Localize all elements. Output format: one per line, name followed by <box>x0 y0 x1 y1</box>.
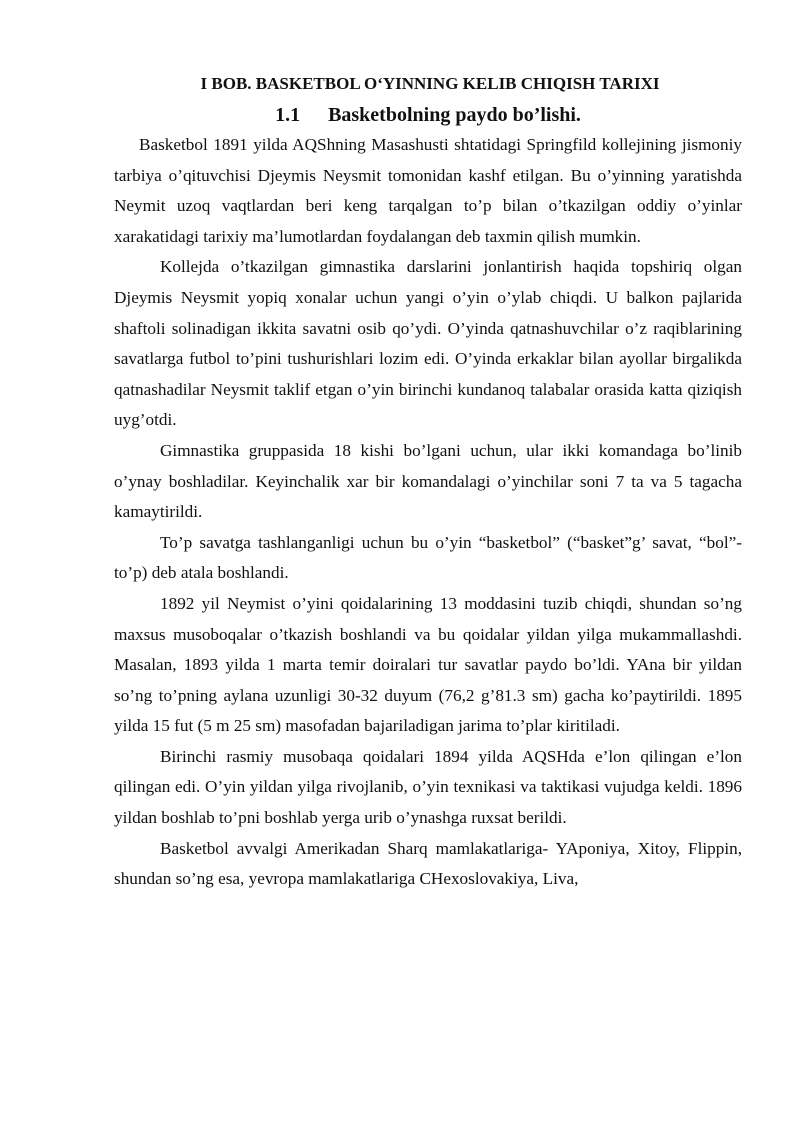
paragraph: Basketbol 1891 yilda AQShning Masashusti shtatidagi Springfild kollejining jismoniy tarbiya o’qituvchisi Djeymis Neysmit tomonidan kashf etilgan. Bu o’yinning yaratishda Neymit uzoq vaqtlardan beri keng tarqalgan to’p bilan o’tkazilgan oddiy o’yinlar xarakatidagi tarixiy ma’lumotlardan foydalangan deb taxmin qilish mumkin. <box>114 135 742 246</box>
chapter-title: I BOB. BASKETBOL O‘YINNING KELIB CHIQISH TARIXI <box>200 74 660 93</box>
paragraph: 1892 yil Neymist o’yini qoidalarining 13 moddasini tuzib chiqdi, shundan so’ng maxsus musoboqalar o’tkazish boshlandi va bu qoidalar yildan yilga mukammallashdi. Masalan, 1893 yilda 1 marta temir doiralari tur savatlar paydo bo’ldi. YAna bir yildan so’ng to’pning aylana uzunligi 30-32 duyum (76,2 g’81.3 sm) gacha ko’paytirildi. 1895 yilda 15 fut (5 m 25 sm) masofadan bajariladigan jarima to’plar kiritiladi. <box>114 593 742 736</box>
section-number: 1.1 <box>275 104 301 126</box>
section-heading <box>114 102 742 128</box>
paragraph: To’p savatga tashlanganligi uchun bu o’yin “basketbol” (“basket”g’ savat, “bol”-to’p) deb atala boshlandi. <box>114 532 742 583</box>
paragraph: Basketbol avvalgi Amerikadan Sharq mamlakatlariga- YAponiya, Xitoy, Flippin, shundan so’ng esa, yevropa mamlakatlariga CHexoslovakiya, Liva, <box>114 838 742 889</box>
section-title: Basketbolning paydo bo’lishi. <box>328 104 581 126</box>
paragraph: Kollejda o’tkazilgan gimnastika darslarini jonlantirish haqida topshiriq olgan Djeymis Neysmit yopiq xonalar uchun yangi o’yin o’ylab chiqdi. U balkon pajlarida shaftoli solinadigan ikkita savatni osib qo’ydi. O’yinda qatnashuvchilar o’z raqiblarining savatlarga futbol to’pini tushurishlari lozim edi. O’yinda erkaklar bilan ayollar birgalikda qatnashadilar Neysmit taklif etgan o’yin birinchi kundanoq talabalar orasida katta qiziqish uyg’otdi. <box>114 257 742 430</box>
paragraph: Birinchi rasmiy musobaqa qoidalari 1894 yilda AQSHda e’lon qilingan e’lon qilingan edi. O’yin yildan yilga rivojlanib, o’yin texnikasi va taktikasi vujudga keldi. 1896 yildan boshlab to’pni boshlab yerga urib o’ynashga ruxsat berildi. <box>114 746 742 828</box>
paragraph: Gimnastika gruppasida 18 kishi bo’lgani uchun, ular ikki komandaga bo’linib o’ynay boshladilar. Keyinchalik xar bir komandalagi o’yinchilar soni 7 ta va 5 tagacha kamaytirildi. <box>114 440 742 522</box>
